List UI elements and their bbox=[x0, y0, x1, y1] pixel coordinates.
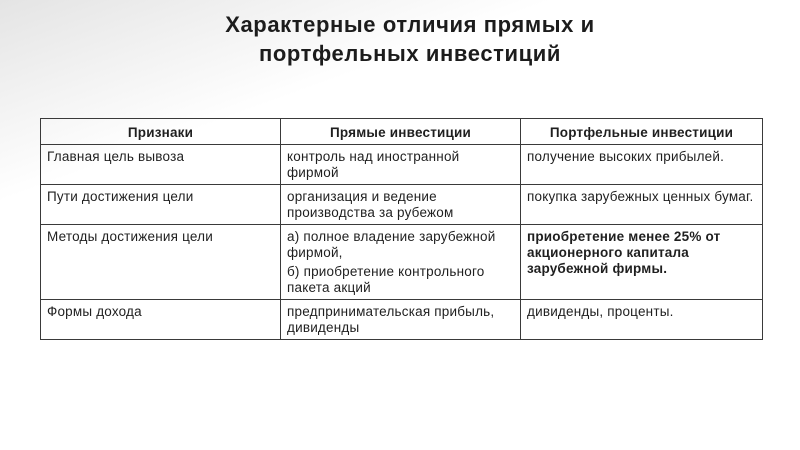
cell-direct: организация и ведение производства за рубежом bbox=[281, 185, 521, 225]
table-row bbox=[41, 185, 763, 225]
table-row bbox=[41, 225, 763, 300]
comparison-table bbox=[40, 118, 763, 340]
table-header-row bbox=[41, 119, 763, 145]
cell-feature: Методы достижения цели bbox=[41, 225, 281, 300]
cell-portfolio: приобретение менее 25% от акционерного капитала зарубежной фирмы. bbox=[521, 225, 763, 300]
cell-direct-option-b: б) приобретение контрольного пакета акций bbox=[287, 264, 485, 295]
cell-direct bbox=[281, 225, 521, 300]
cell-portfolio: дивиденды, проценты. bbox=[521, 300, 763, 340]
cell-feature: Формы дохода bbox=[41, 300, 281, 340]
header-direct-investments: Прямые инвестиции bbox=[281, 119, 521, 145]
header-portfolio-investments: Портфельные инвестиции bbox=[521, 119, 763, 145]
cell-portfolio: получение высоких прибылей. bbox=[521, 145, 763, 185]
table-row bbox=[41, 300, 763, 340]
cell-direct: контроль над иностранной фирмой bbox=[281, 145, 521, 185]
slide-title-line-2: портфельных инвестиций bbox=[258, 41, 562, 66]
slide-title bbox=[100, 10, 720, 68]
cell-feature: Главная цель вывоза bbox=[41, 145, 281, 185]
cell-feature: Пути достижения цели bbox=[41, 185, 281, 225]
cell-direct-option-a: а) полное владение зарубежной фирмой, bbox=[287, 229, 496, 260]
cell-direct: предпринимательская прибыль, дивиденды bbox=[281, 300, 521, 340]
slide-title-line-1: Характерные отличия прямых и bbox=[225, 12, 595, 37]
header-features: Признаки bbox=[41, 119, 281, 145]
table-row bbox=[41, 145, 763, 185]
cell-portfolio: покупка зарубежных ценных бумаг. bbox=[521, 185, 763, 225]
